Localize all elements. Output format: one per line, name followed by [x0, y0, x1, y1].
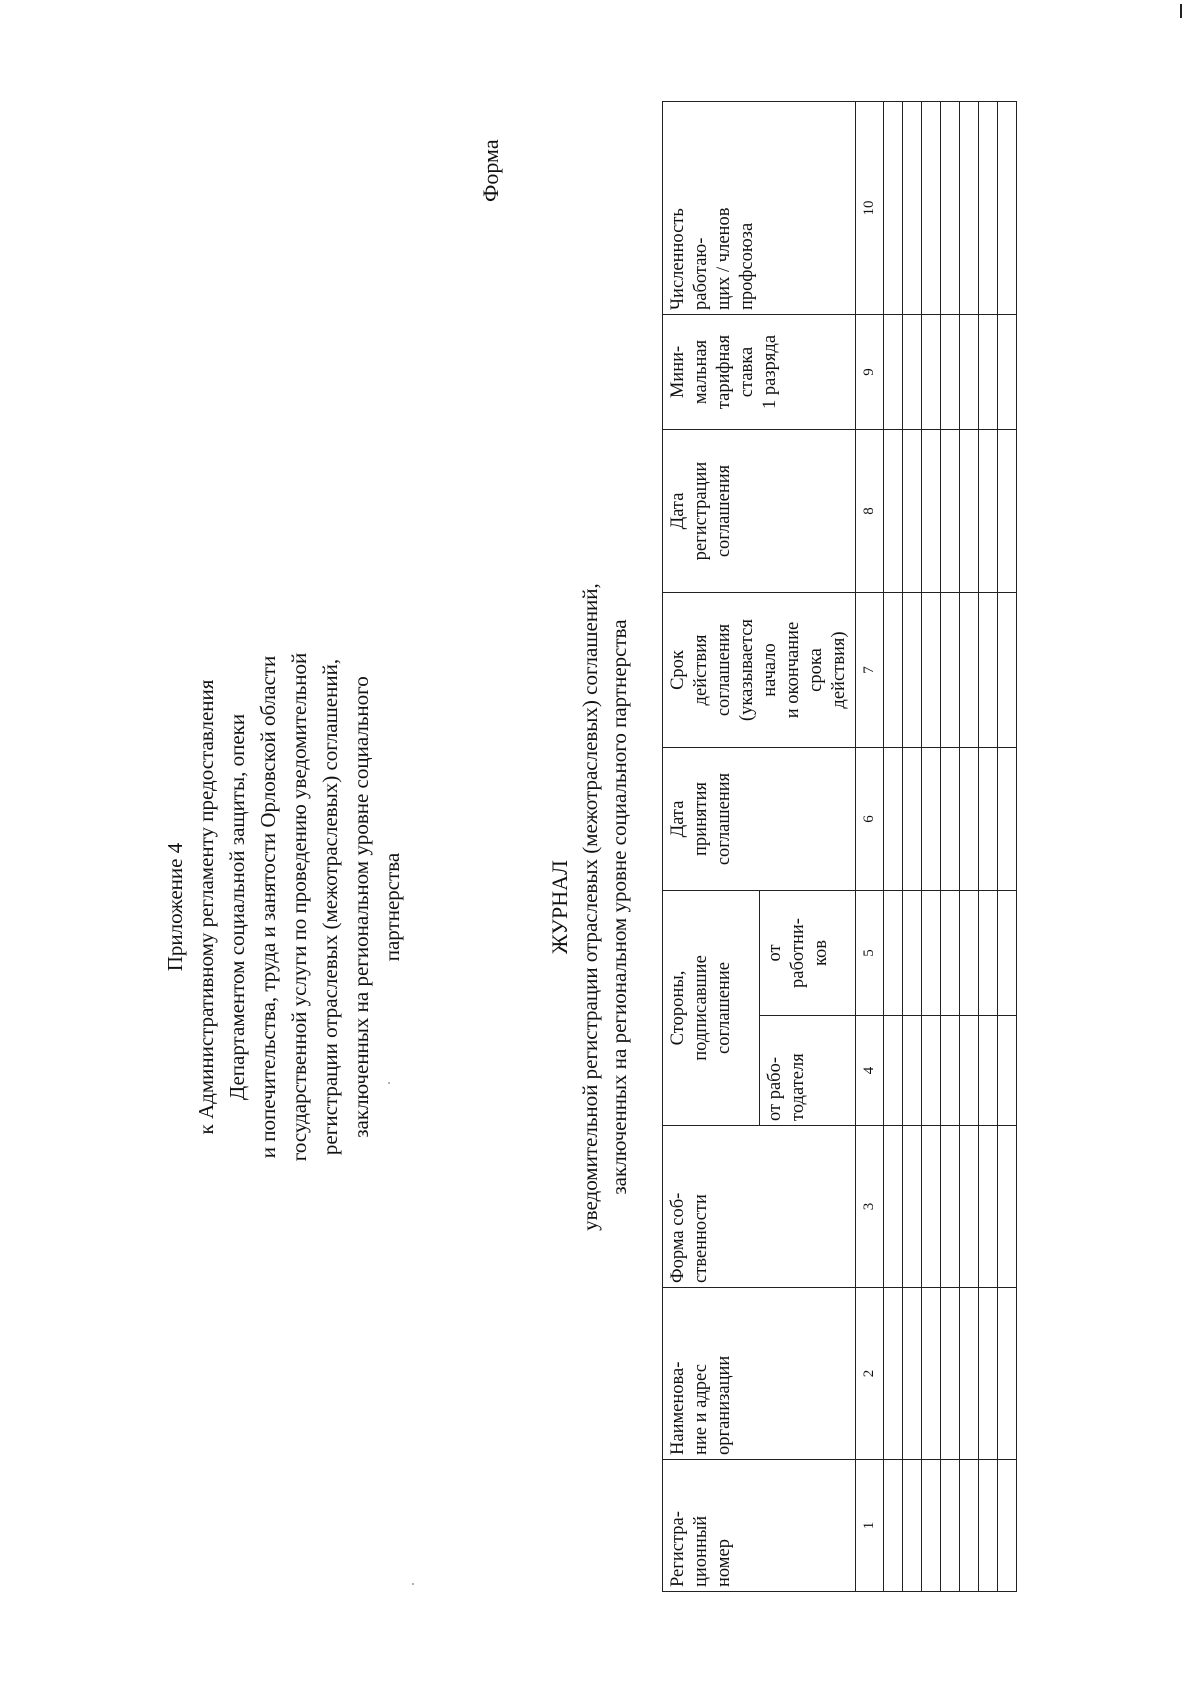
header-cell-line: действия) [829, 631, 849, 709]
header-cell-line: профсоюза [737, 222, 757, 310]
empty-cell [979, 314, 998, 429]
empty-cell [903, 592, 922, 747]
empty-cell [998, 429, 1017, 592]
empty-cell [998, 1288, 1017, 1460]
empty-cell [884, 101, 903, 314]
journal-table [662, 101, 1017, 1592]
column-number: 3 [856, 1126, 884, 1288]
header-cell-line: от рабо- [764, 1056, 785, 1121]
header-cell-registration-number [663, 1460, 856, 1592]
header-cell-line: тарифная [714, 334, 734, 410]
empty-table-row [941, 101, 960, 1591]
header-cell-line: Срок [668, 650, 688, 690]
empty-cell [922, 890, 941, 1015]
empty-cell [960, 429, 979, 592]
empty-cell [922, 314, 941, 429]
header-cell-registration-date [663, 429, 856, 592]
header-cell-line: ставка [737, 346, 757, 398]
empty-cell [922, 1016, 941, 1126]
header-line: регистрации отраслевых (межотраслевых) соглашений, [318, 658, 342, 1156]
empty-cell [922, 1288, 941, 1460]
column-number: 8 [856, 429, 884, 592]
empty-cell [979, 747, 998, 890]
appendix-header [160, 347, 408, 1467]
header-cell-line: подписавшие [691, 955, 711, 1061]
header-cell-line: соглашения [714, 464, 734, 558]
empty-cell [884, 592, 903, 747]
empty-cell [903, 314, 922, 429]
journal-title [545, 377, 634, 1437]
header-cell-line: мальная [691, 339, 711, 405]
empty-cell [960, 1016, 979, 1126]
empty-cell [979, 890, 998, 1015]
empty-cell [941, 429, 960, 592]
empty-cell [903, 1288, 922, 1460]
empty-table-row [903, 101, 922, 1591]
empty-cell [998, 1126, 1017, 1288]
empty-cell [884, 1126, 903, 1288]
header-cell-line: Дата [668, 492, 688, 530]
column-number: 2 [856, 1288, 884, 1460]
header-cell-line: Численность [668, 208, 688, 310]
empty-cell [922, 592, 941, 747]
header-cell-line: (указывается [737, 618, 757, 721]
column-number: 10 [856, 101, 884, 314]
empty-cell [941, 890, 960, 1015]
header-cell-employer [759, 1016, 856, 1126]
empty-cell [960, 101, 979, 314]
header-line: и попечительства, труда и занятости Орловской области [256, 655, 280, 1159]
header-cell-ownership-form [663, 1126, 856, 1288]
empty-table-row [922, 101, 941, 1591]
column-number: 6 [856, 747, 884, 890]
empty-cell [884, 1460, 903, 1592]
header-cell-organization [663, 1288, 856, 1460]
empty-table-row [884, 101, 903, 1591]
empty-cell [998, 1016, 1017, 1126]
header-cell-line: номер [714, 1539, 734, 1587]
empty-cell [941, 1460, 960, 1592]
empty-cell [922, 1126, 941, 1288]
empty-cell [998, 314, 1017, 429]
empty-table-row [979, 101, 998, 1591]
header-cell-line: тодателя [787, 1053, 808, 1121]
header-cell-line: соглашение [714, 961, 734, 1055]
header-cell-line: ственности [691, 1194, 711, 1283]
empty-cell [979, 1126, 998, 1288]
empty-cell [960, 1126, 979, 1288]
journal-subtitle-line: уведомительной регистрации отраслевых (межотраслевых) соглашений, [578, 583, 602, 1231]
empty-cell [884, 1288, 903, 1460]
journal-subtitle-line: заключенных на региональном уровне социального партнерства [607, 619, 631, 1195]
empty-cell [998, 101, 1017, 314]
empty-cell [979, 592, 998, 747]
header-cell-employees [759, 890, 856, 1015]
header-line: партнерства [380, 852, 404, 962]
empty-cell [941, 1016, 960, 1126]
header-cell-minimum-rate [663, 314, 856, 429]
empty-cell [998, 592, 1017, 747]
column-number-row [856, 101, 884, 1591]
column-number: 4 [856, 1016, 884, 1126]
empty-cell [941, 592, 960, 747]
header-cell-line: срока [806, 648, 826, 692]
header-cell-line: Наименова- [668, 1361, 688, 1455]
header-cell-line: и окончание [783, 621, 803, 719]
header-cell-line: щих / членов [714, 207, 734, 310]
empty-cell [960, 592, 979, 747]
header-cell-headcount [663, 101, 856, 314]
header-cell-validity-period [663, 592, 856, 747]
header-cell-adoption-date [663, 747, 856, 890]
empty-cell [960, 747, 979, 890]
empty-cell [903, 1016, 922, 1126]
header-cell-line: соглашения [714, 623, 734, 717]
empty-table-row [960, 101, 979, 1591]
column-number: 9 [856, 314, 884, 429]
empty-cell [979, 1460, 998, 1592]
header-line: заключенных на региональном уровне социального [349, 676, 373, 1138]
header-cell-line: ние и адрес [691, 1364, 711, 1455]
empty-cell [998, 890, 1017, 1015]
empty-cell [922, 1460, 941, 1592]
empty-cell [979, 101, 998, 314]
empty-cell [903, 1126, 922, 1288]
column-number: 1 [856, 1460, 884, 1592]
empty-cell [979, 1016, 998, 1126]
header-cell-line: работни- [787, 918, 808, 988]
empty-table-row [998, 101, 1017, 1591]
empty-cell [884, 1016, 903, 1126]
empty-cell [884, 747, 903, 890]
header-cell-line: от [764, 944, 785, 962]
header-cell-line: Мини- [668, 345, 688, 399]
scan-speck [388, 1082, 390, 1084]
empty-cell [941, 1288, 960, 1460]
empty-cell [922, 101, 941, 314]
empty-cell [998, 747, 1017, 890]
header-cell-signing-parties [663, 890, 760, 1125]
header-cell-line: Регистра- [668, 1511, 688, 1587]
empty-cell [960, 314, 979, 429]
empty-cell [903, 101, 922, 314]
header-cell-line: ционный [691, 1515, 711, 1587]
header-cell-line: организации [714, 1355, 734, 1455]
header-cell-line: работаю- [691, 237, 711, 310]
scan-speck [412, 1583, 414, 1585]
header-cell-line: Форма соб- [668, 1192, 688, 1283]
header-line: Департаментом социальной защиты, опеки [225, 713, 249, 1101]
header-cell-line: Стороны, [668, 970, 688, 1046]
header-cell-line: регистрации [691, 461, 711, 561]
empty-cell [903, 890, 922, 1015]
header-cell-line: действия [691, 634, 711, 706]
empty-cell [960, 1288, 979, 1460]
empty-cell [884, 890, 903, 1015]
empty-cell [903, 1460, 922, 1592]
empty-cell [941, 1126, 960, 1288]
form-label: Форма [478, 139, 503, 202]
empty-cell [884, 429, 903, 592]
empty-cell [941, 101, 960, 314]
empty-cell [884, 314, 903, 429]
column-number: 5 [856, 890, 884, 1015]
empty-cell [941, 747, 960, 890]
header-line: государственной услуги по проведению уведомительной [287, 652, 311, 1162]
empty-cell [979, 429, 998, 592]
header-cell-line: соглашения [714, 772, 734, 866]
empty-cell [960, 890, 979, 1015]
header-cell-line: ков [810, 939, 831, 967]
empty-cell [979, 1288, 998, 1460]
empty-cell [903, 747, 922, 890]
empty-cell [903, 429, 922, 592]
empty-cell [941, 314, 960, 429]
column-number: 7 [856, 592, 884, 747]
empty-cell [922, 429, 941, 592]
journal-title-main: ЖУРНАЛ [547, 860, 572, 954]
scan-edge-mark [1180, 4, 1182, 18]
header-line: Приложение 4 [163, 842, 187, 972]
blank-rows [884, 101, 1017, 1591]
empty-cell [922, 747, 941, 890]
header-line: к Административному регламенту предоставления [194, 679, 218, 1135]
empty-cell [998, 1460, 1017, 1592]
empty-cell [960, 1460, 979, 1592]
header-cell-line: 1 разряда [760, 334, 780, 409]
header-cell-line: начало [760, 643, 780, 697]
header-cell-line: Дата [668, 800, 688, 838]
header-cell-line: принятия [691, 782, 711, 856]
